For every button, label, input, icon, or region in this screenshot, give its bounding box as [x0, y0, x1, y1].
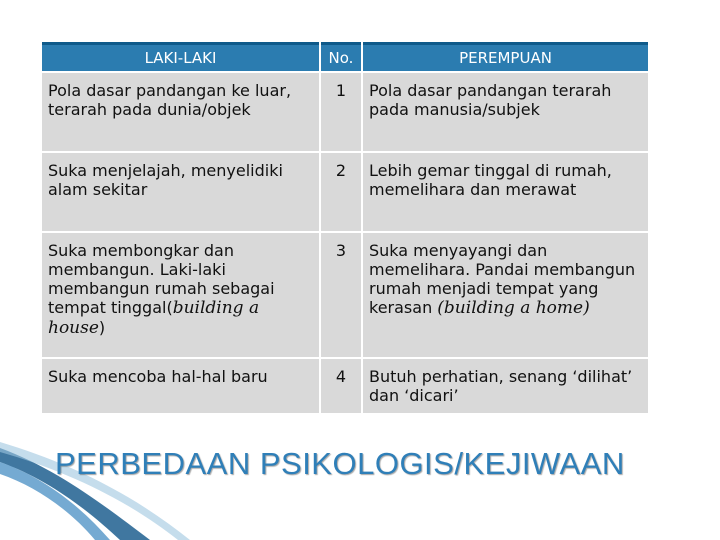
header-perempuan: PEREMPUAN: [363, 42, 648, 71]
table-row: [42, 359, 648, 413]
cell-text-end: ): [98, 318, 106, 337]
cell-perempuan: Lebih gemar tinggal di rumah, memelihara dan merawat: [363, 153, 648, 231]
page-title: PERBEDAAN PSIKOLOGIS/KEJIWAAN: [55, 446, 625, 481]
cell-number: 3: [321, 233, 361, 357]
cell-italic-text: (building a home): [437, 298, 590, 318]
cell-laki-laki: Suka menjelajah, menyelidiki alam sekitar: [42, 153, 319, 231]
header-no: No.: [321, 42, 361, 71]
header-row: [42, 42, 648, 71]
cell-number: 1: [321, 73, 361, 151]
cell-italic-text: building a house: [48, 298, 260, 338]
comparison-table: [40, 40, 650, 415]
cell-perempuan: Pola dasar pandangan terarah pada manusia/subjek: [363, 73, 648, 151]
cell-number: 2: [321, 153, 361, 231]
cell-number: 4: [321, 359, 361, 413]
table-row: [42, 153, 648, 231]
table-row: [42, 73, 648, 151]
cell-laki-laki: Pola dasar pandangan ke luar, terarah pada dunia/objek: [42, 73, 319, 151]
table-row: [42, 233, 648, 357]
header-laki-laki: LAKI-LAKI: [42, 42, 319, 71]
cell-text: Suka menyayangi dan memelihara. Pandai membangun rumah menjadi tempat yang kerasan: [369, 241, 636, 317]
cell-text: Suka membongkar dan membangun. Laki-laki membangun rumah sebagai tempat tinggal(: [48, 241, 275, 317]
cell-perempuan: [363, 233, 648, 357]
cell-perempuan: Butuh perhatian, senang ‘dilihat’ dan ‘dicari’: [363, 359, 648, 413]
cell-laki-laki: [42, 233, 319, 357]
cell-laki-laki: Suka mencoba hal-hal baru: [42, 359, 319, 413]
